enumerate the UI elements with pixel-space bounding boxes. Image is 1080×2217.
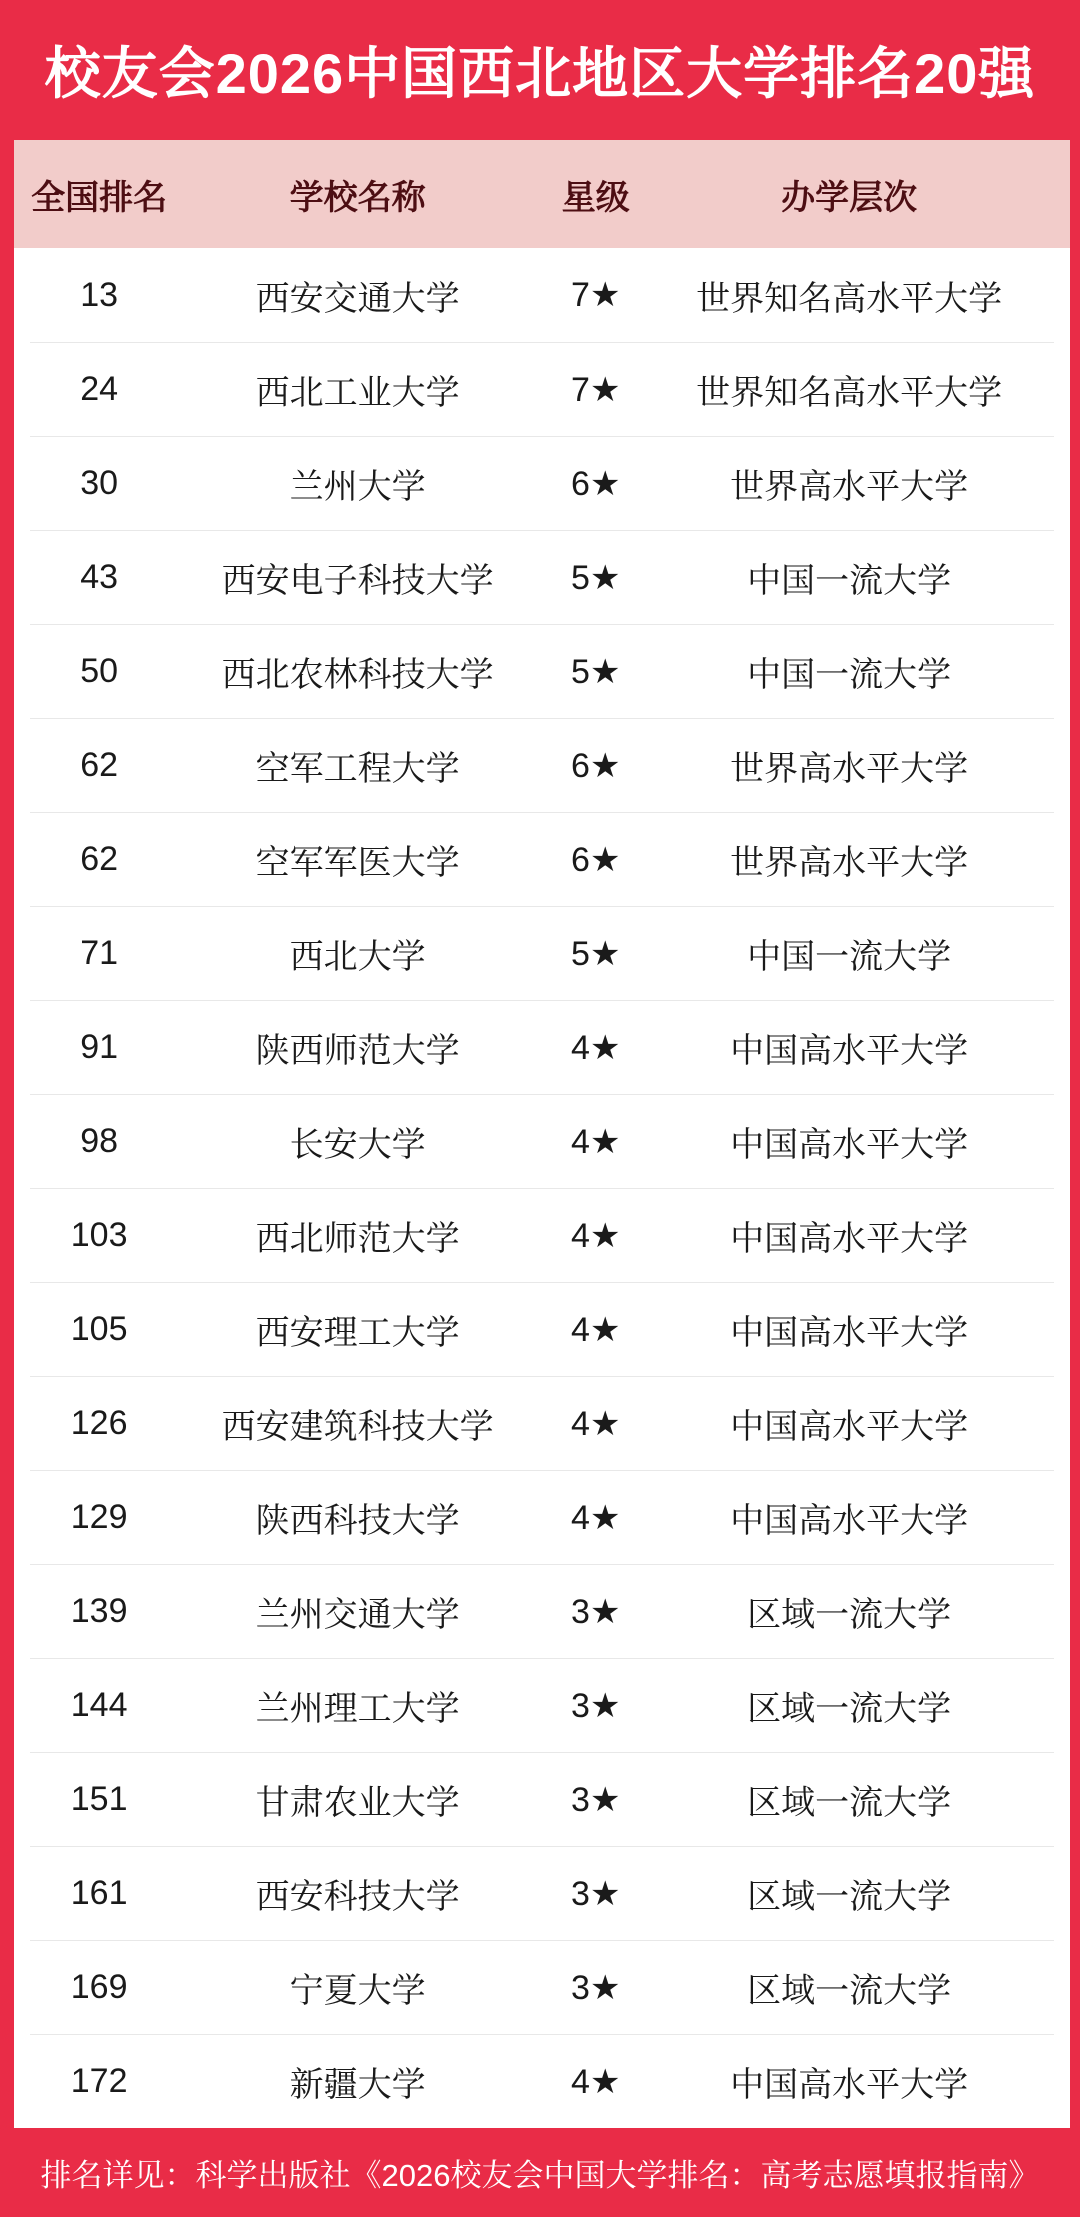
table-row	[30, 1940, 1054, 2034]
cell-stars: 7★	[571, 370, 621, 409]
cell-name: 甘肃农业大学	[255, 1784, 460, 1822]
table-row	[30, 2034, 1054, 2128]
cell-level: 中国高水平大学	[730, 2066, 969, 2104]
cell-level: 世界知名高水平大学	[696, 279, 1003, 318]
cell-rank: 129	[70, 1498, 128, 1536]
footer-banner	[0, 2128, 1080, 2217]
cell-level: 中国一流大学	[747, 656, 952, 694]
column-header-stars: 星级	[561, 178, 630, 217]
cell-name: 西安电子科技大学	[221, 562, 494, 600]
cell-name: 陕西师范大学	[255, 1032, 460, 1070]
cell-level: 区域一流大学	[747, 1972, 952, 2010]
cell-rank: 144	[70, 1686, 128, 1724]
cell-stars: 4★	[571, 1122, 621, 1161]
cell-stars: 7★	[571, 276, 621, 314]
cell-rank: 139	[70, 1592, 128, 1630]
cell-name: 西安科技大学	[255, 1878, 460, 1916]
cell-level: 中国一流大学	[747, 938, 952, 976]
cell-level: 中国高水平大学	[730, 1126, 969, 1164]
table-row	[30, 718, 1054, 812]
cell-stars: 4★	[571, 1028, 621, 1067]
cell-name: 空军军医大学	[255, 844, 460, 882]
footer-citation: 排名详见：科学出版社《2026校友会中国大学排名：高考志愿填报指南》	[40, 2158, 1040, 2193]
cell-rank: 62	[80, 746, 119, 784]
table-row	[30, 1000, 1054, 1094]
cell-rank: 91	[80, 1028, 119, 1066]
cell-level: 世界高水平大学	[730, 750, 969, 788]
cell-stars: 3★	[571, 1686, 621, 1725]
cell-level: 区域一流大学	[747, 1878, 952, 1916]
cell-level: 区域一流大学	[747, 1690, 952, 1728]
cell-name: 兰州理工大学	[255, 1690, 460, 1728]
table-row	[30, 1188, 1054, 1282]
cell-level: 中国高水平大学	[730, 1032, 969, 1070]
table-row	[30, 1376, 1054, 1470]
cell-rank: 62	[80, 840, 119, 878]
column-header-name: 学校名称	[289, 178, 426, 217]
table-row	[30, 436, 1054, 530]
table-header-row	[14, 140, 1070, 248]
cell-rank: 151	[70, 1780, 128, 1818]
title-banner	[0, 0, 1080, 140]
cell-stars: 4★	[571, 2062, 621, 2101]
cell-name: 新疆大学	[289, 2066, 426, 2104]
cell-stars: 4★	[571, 1216, 621, 1255]
cell-level: 世界高水平大学	[730, 468, 969, 506]
cell-rank: 50	[80, 652, 119, 690]
cell-level: 世界知名高水平大学	[696, 374, 1003, 412]
cell-rank: 161	[70, 1874, 128, 1912]
cell-stars: 6★	[571, 840, 621, 879]
cell-level: 中国高水平大学	[730, 1314, 969, 1352]
cell-stars: 5★	[571, 558, 621, 597]
table-row	[30, 248, 1054, 342]
table-row	[30, 1846, 1054, 1940]
cell-stars: 3★	[571, 1592, 621, 1631]
cell-rank: 126	[70, 1404, 128, 1442]
table-row	[30, 906, 1054, 1000]
cell-stars: 4★	[571, 1498, 621, 1537]
cell-level: 区域一流大学	[747, 1784, 952, 1822]
table-body	[14, 248, 1070, 2128]
cell-name: 西北大学	[289, 938, 426, 976]
cell-name: 西北工业大学	[255, 374, 460, 412]
table-row	[30, 1752, 1054, 1846]
cell-name: 空军工程大学	[255, 750, 460, 788]
column-header-rank: 全国排名	[31, 178, 168, 217]
cell-name: 兰州大学	[289, 468, 426, 506]
cell-stars: 3★	[571, 1968, 621, 2007]
cell-level: 中国高水平大学	[730, 1408, 969, 1446]
cell-name: 长安大学	[289, 1126, 426, 1164]
cell-level: 世界高水平大学	[730, 844, 969, 882]
cell-level: 中国高水平大学	[730, 1220, 969, 1258]
cell-stars: 6★	[571, 464, 621, 503]
cell-name: 西北师范大学	[255, 1220, 460, 1258]
cell-stars: 3★	[571, 1780, 621, 1819]
table-row	[30, 1470, 1054, 1564]
cell-rank: 103	[70, 1216, 128, 1254]
cell-rank: 172	[70, 2062, 128, 2100]
table-row	[30, 1282, 1054, 1376]
page-title: 校友会2026中国西北地区大学排名20强	[44, 42, 1036, 105]
cell-rank: 43	[80, 558, 119, 596]
table-row	[30, 1094, 1054, 1188]
cell-rank: 105	[70, 1310, 128, 1348]
cell-level: 中国高水平大学	[730, 1502, 969, 1540]
cell-level: 区域一流大学	[747, 1596, 952, 1634]
cell-rank: 13	[80, 275, 119, 314]
cell-name: 西北农林科技大学	[221, 656, 494, 694]
cell-stars: 3★	[571, 1874, 621, 1913]
cell-rank: 98	[80, 1122, 119, 1160]
cell-name: 西安建筑科技大学	[221, 1408, 494, 1446]
cell-rank: 169	[70, 1968, 128, 2006]
cell-name: 西安交通大学	[255, 279, 460, 318]
table-row	[30, 530, 1054, 624]
cell-stars: 5★	[571, 652, 621, 691]
table-row	[30, 342, 1054, 436]
cell-rank: 24	[80, 370, 119, 408]
cell-rank: 71	[80, 934, 119, 972]
ranking-table-card	[14, 140, 1070, 2128]
cell-stars: 4★	[571, 1310, 621, 1349]
cell-level: 中国一流大学	[747, 562, 952, 600]
cell-name: 宁夏大学	[289, 1972, 426, 2010]
table-row	[30, 1564, 1054, 1658]
cell-stars: 5★	[571, 934, 621, 973]
table-row	[30, 812, 1054, 906]
cell-name: 兰州交通大学	[255, 1596, 460, 1634]
column-header-level: 办学层次	[781, 178, 918, 217]
cell-name: 陕西科技大学	[255, 1502, 460, 1540]
table-row	[30, 624, 1054, 718]
cell-stars: 4★	[571, 1404, 621, 1443]
cell-name: 西安理工大学	[255, 1314, 460, 1352]
table-row	[30, 1658, 1054, 1752]
cell-stars: 6★	[571, 746, 621, 785]
cell-rank: 30	[80, 464, 119, 502]
